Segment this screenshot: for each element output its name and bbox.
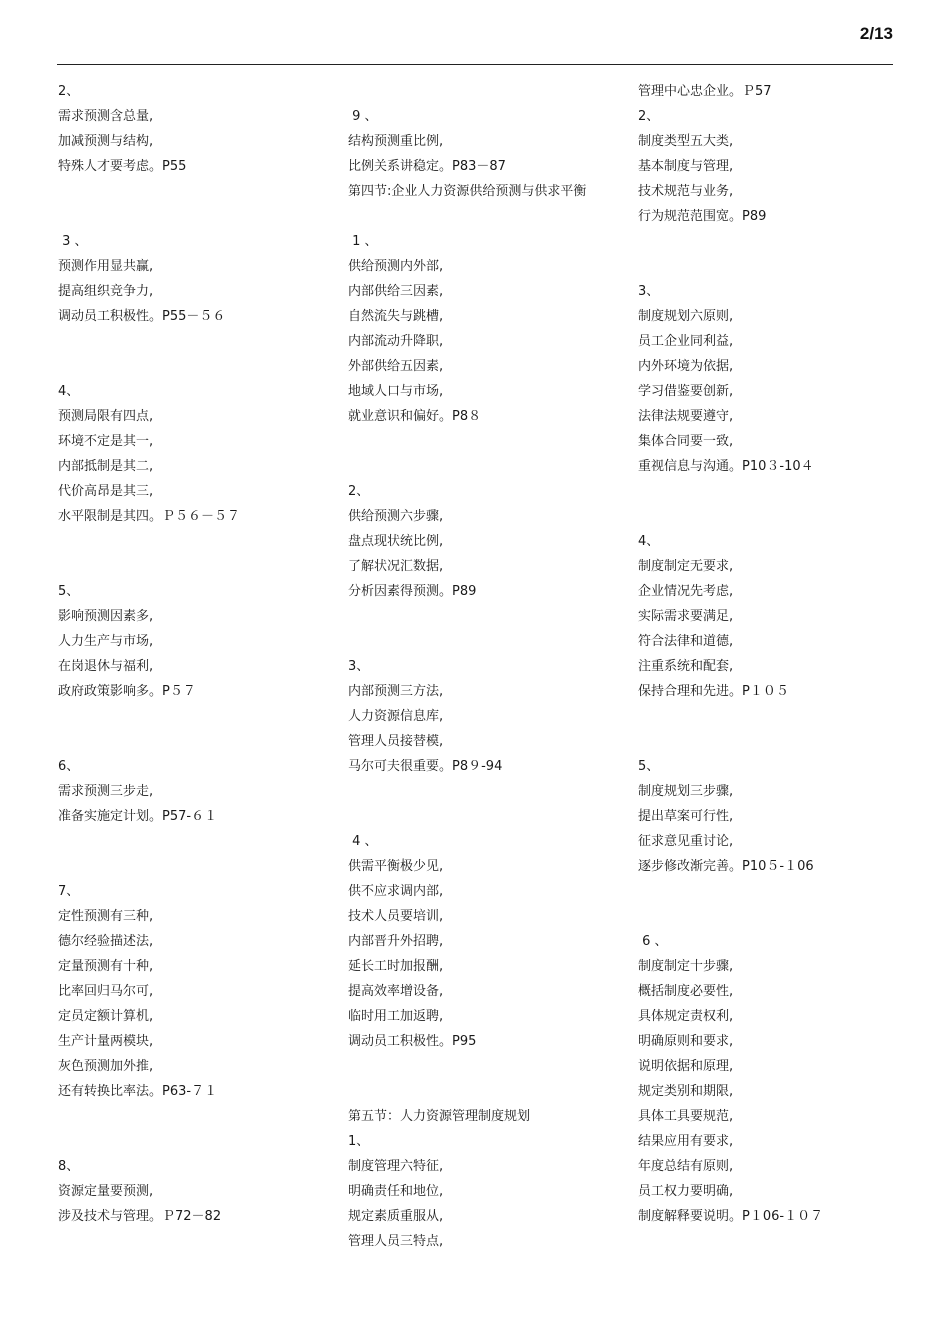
text-line: 制度类型五大类, bbox=[638, 134, 734, 149]
text-line: 2、 bbox=[638, 109, 660, 124]
text-line: 员工权力要明确, bbox=[638, 1184, 734, 1199]
text-line: 制度规划三步骤, bbox=[638, 784, 734, 799]
text-line: 提出草案可行性, bbox=[638, 809, 734, 824]
text-line: 第五节：人力资源管理制度规划 bbox=[348, 1109, 531, 1124]
text-line bbox=[58, 204, 328, 229]
text-line: 地域人口与市场, bbox=[348, 384, 444, 399]
text-line: 内部抵制是其二, bbox=[58, 459, 154, 474]
text-line: 基本制度与管理, bbox=[638, 159, 734, 174]
text-line: 提高组织竞争力, bbox=[58, 284, 154, 299]
text-line: 5、 bbox=[638, 759, 660, 774]
page-number bbox=[860, 24, 893, 44]
text-line bbox=[348, 454, 613, 479]
text-line: 人力生产与市场, bbox=[58, 634, 154, 649]
text-line: 调动员工积极性。P55－５６ bbox=[58, 309, 226, 324]
text-line: 制度制定十步骤, bbox=[638, 959, 734, 974]
text-line: 提高效率增设备, bbox=[348, 984, 444, 999]
text-line: 9 、 bbox=[348, 109, 378, 124]
text-line: 重视信息与沟通。P10３-10４ bbox=[638, 459, 814, 474]
text-line: 规定素质重服从, bbox=[348, 1209, 444, 1224]
text-line: 3、 bbox=[638, 284, 660, 299]
text-line: 行为规范范围宽。P89 bbox=[638, 209, 767, 224]
text-line bbox=[58, 829, 328, 854]
text-line bbox=[58, 854, 328, 879]
text-line: 比率回归马尔可, bbox=[58, 984, 154, 999]
text-line: 就业意识和偏好。P8８ bbox=[348, 409, 482, 424]
text-line bbox=[638, 729, 898, 754]
text-line bbox=[638, 479, 898, 504]
text-line: 自然流失与跳槽, bbox=[348, 309, 444, 324]
text-line: 内部预测三方法, bbox=[348, 684, 444, 699]
text-line: 集体合同要一致, bbox=[638, 434, 734, 449]
text-line: 资源定量要预测, bbox=[58, 1184, 154, 1199]
page-total: 13 bbox=[874, 24, 893, 43]
text-line bbox=[58, 179, 328, 204]
text-line: 定员定额计算机, bbox=[58, 1009, 154, 1024]
text-line: 德尔经验描述法, bbox=[58, 934, 154, 949]
text-line: 准备实施定计划。P57-６１ bbox=[58, 809, 218, 824]
column-left bbox=[58, 79, 328, 1229]
text-line: 8、 bbox=[58, 1159, 80, 1174]
text-line: 影响预测因素多, bbox=[58, 609, 154, 624]
text-line bbox=[348, 804, 613, 829]
text-line: 第四节:企业人力资源供给预测与供求平衡 bbox=[348, 184, 587, 199]
text-line bbox=[58, 729, 328, 754]
text-line: 代价高昂是其三, bbox=[58, 484, 154, 499]
text-line: 6、 bbox=[58, 759, 80, 774]
text-line: 说明依据和原理, bbox=[638, 1059, 734, 1074]
text-line: 供需平衡极少见, bbox=[348, 859, 444, 874]
text-line bbox=[638, 879, 898, 904]
text-line: 制度制定无要求, bbox=[638, 559, 734, 574]
text-line: 涉及技术与管理。Ｐ72－82 bbox=[58, 1209, 222, 1224]
text-line: 技术人员要培训, bbox=[348, 909, 444, 924]
text-line: 4、 bbox=[58, 384, 80, 399]
text-line: 需求预测含总量, bbox=[58, 109, 154, 124]
header-divider bbox=[57, 64, 893, 65]
text-line: 结果应用有要求, bbox=[638, 1134, 734, 1149]
text-line: 供给预测六步骤, bbox=[348, 509, 444, 524]
text-line: 具体工具要规范, bbox=[638, 1109, 734, 1124]
text-line: 水平限制是其四。Ｐ５６－５７ bbox=[58, 509, 241, 524]
text-line bbox=[58, 1129, 328, 1154]
text-line: 制度规划六原则, bbox=[638, 309, 734, 324]
text-line: 注重系统和配套, bbox=[638, 659, 734, 674]
text-line: 员工企业同利益, bbox=[638, 334, 734, 349]
text-line bbox=[348, 1079, 613, 1104]
text-line: 学习借鉴要创新, bbox=[638, 384, 734, 399]
text-line: 5、 bbox=[58, 584, 80, 599]
text-line: 预测作用显共赢, bbox=[58, 259, 154, 274]
text-line: 具体规定责权利, bbox=[638, 1009, 734, 1024]
text-line: 需求预测三步走, bbox=[58, 784, 154, 799]
text-line: 在岗退休与福利, bbox=[58, 659, 154, 674]
column-right bbox=[638, 79, 898, 1229]
text-line: 加减预测与结构, bbox=[58, 134, 154, 149]
text-line: 定性预测有三种, bbox=[58, 909, 154, 924]
text-line bbox=[348, 204, 613, 229]
text-line: 明确责任和地位, bbox=[348, 1184, 444, 1199]
text-line: 内部晋升外招聘, bbox=[348, 934, 444, 949]
text-line: 分析因素得预测。P89 bbox=[348, 584, 477, 599]
column-middle bbox=[348, 79, 613, 1254]
text-line bbox=[58, 704, 328, 729]
text-line: 定量预测有十种, bbox=[58, 959, 154, 974]
text-line: 临时用工加返聘, bbox=[348, 1009, 444, 1024]
text-line: 比例关系讲稳定。P83－87 bbox=[348, 159, 506, 174]
text-line bbox=[638, 704, 898, 729]
text-line: 马尔可夫很重要。P8９-94 bbox=[348, 759, 503, 774]
text-line: 6 、 bbox=[638, 934, 668, 949]
text-line: 企业情况先考虑, bbox=[638, 584, 734, 599]
text-line: 内外环境为依据, bbox=[638, 359, 734, 374]
text-line: 4 、 bbox=[348, 834, 378, 849]
text-line: 征求意见重讨论, bbox=[638, 834, 734, 849]
page-current: 2 bbox=[859, 24, 870, 43]
text-line: 延长工时加报酬, bbox=[348, 959, 444, 974]
text-line bbox=[638, 504, 898, 529]
text-line bbox=[638, 904, 898, 929]
text-line: 保持合理和先进。P１０５ bbox=[638, 684, 789, 699]
text-line bbox=[58, 329, 328, 354]
text-line: 生产计量两模块, bbox=[58, 1034, 154, 1049]
text-line: 制度解释要说明。P１06-１０７ bbox=[638, 1209, 824, 1224]
text-line: 明确原则和要求, bbox=[638, 1034, 734, 1049]
text-line bbox=[638, 254, 898, 279]
text-line bbox=[348, 429, 613, 454]
text-line bbox=[348, 79, 613, 104]
text-line: 2、 bbox=[348, 484, 370, 499]
text-line: 人力资源信息库, bbox=[348, 709, 444, 724]
text-line: 3、 bbox=[348, 659, 370, 674]
text-line: 政府政策影响多。P５７ bbox=[58, 684, 196, 699]
text-line: 1、 bbox=[348, 1134, 370, 1149]
text-line: 年度总结有原则, bbox=[638, 1159, 734, 1174]
text-line bbox=[348, 1054, 613, 1079]
text-line: 概括制度必要性, bbox=[638, 984, 734, 999]
text-line: 供给预测内外部, bbox=[348, 259, 444, 274]
text-line: 了解状况汇数据, bbox=[348, 559, 444, 574]
text-line bbox=[348, 779, 613, 804]
text-line: 7、 bbox=[58, 884, 80, 899]
text-line: 制度管理六特征, bbox=[348, 1159, 444, 1174]
text-line: 特殊人才要考虑。P55 bbox=[58, 159, 187, 174]
text-line: 外部供给五因素, bbox=[348, 359, 444, 374]
text-line bbox=[348, 629, 613, 654]
text-line: 4、 bbox=[638, 534, 660, 549]
page-separator: / bbox=[869, 24, 875, 43]
text-line: 环境不定是其一, bbox=[58, 434, 154, 449]
text-line: 灰色预测加外推, bbox=[58, 1059, 154, 1074]
text-line: 1 、 bbox=[348, 234, 378, 249]
text-line: 技术规范与业务, bbox=[638, 184, 734, 199]
text-line: 供不应求调内部, bbox=[348, 884, 444, 899]
text-line bbox=[638, 229, 898, 254]
text-line: 预测局限有四点, bbox=[58, 409, 154, 424]
text-line: 管理人员三特点, bbox=[348, 1234, 444, 1249]
text-line: 盘点现状统比例, bbox=[348, 534, 444, 549]
text-line: 结构预测重比例, bbox=[348, 134, 444, 149]
text-line: 法律法规要遵守, bbox=[638, 409, 734, 424]
text-line: 符合法律和道德, bbox=[638, 634, 734, 649]
text-line: 还有转换比率法。P63-７１ bbox=[58, 1084, 218, 1099]
text-line: 逐步修改渐完善。P10５-１06 bbox=[638, 859, 814, 874]
text-line: 内部流动升降职, bbox=[348, 334, 444, 349]
text-line: 管理中心忠企业。Ｐ57 bbox=[638, 84, 772, 99]
text-line bbox=[58, 554, 328, 579]
text-line bbox=[58, 1104, 328, 1129]
text-line: 内部供给三因素, bbox=[348, 284, 444, 299]
text-line: 3 、 bbox=[58, 234, 88, 249]
text-line bbox=[58, 354, 328, 379]
text-line bbox=[348, 604, 613, 629]
text-line: 2、 bbox=[58, 84, 80, 99]
text-line: 规定类别和期限, bbox=[638, 1084, 734, 1099]
text-line: 管理人员接替模, bbox=[348, 734, 444, 749]
text-line: 实际需求要满足, bbox=[638, 609, 734, 624]
text-line: 调动员工积极性。P95 bbox=[348, 1034, 477, 1049]
text-line bbox=[58, 529, 328, 554]
